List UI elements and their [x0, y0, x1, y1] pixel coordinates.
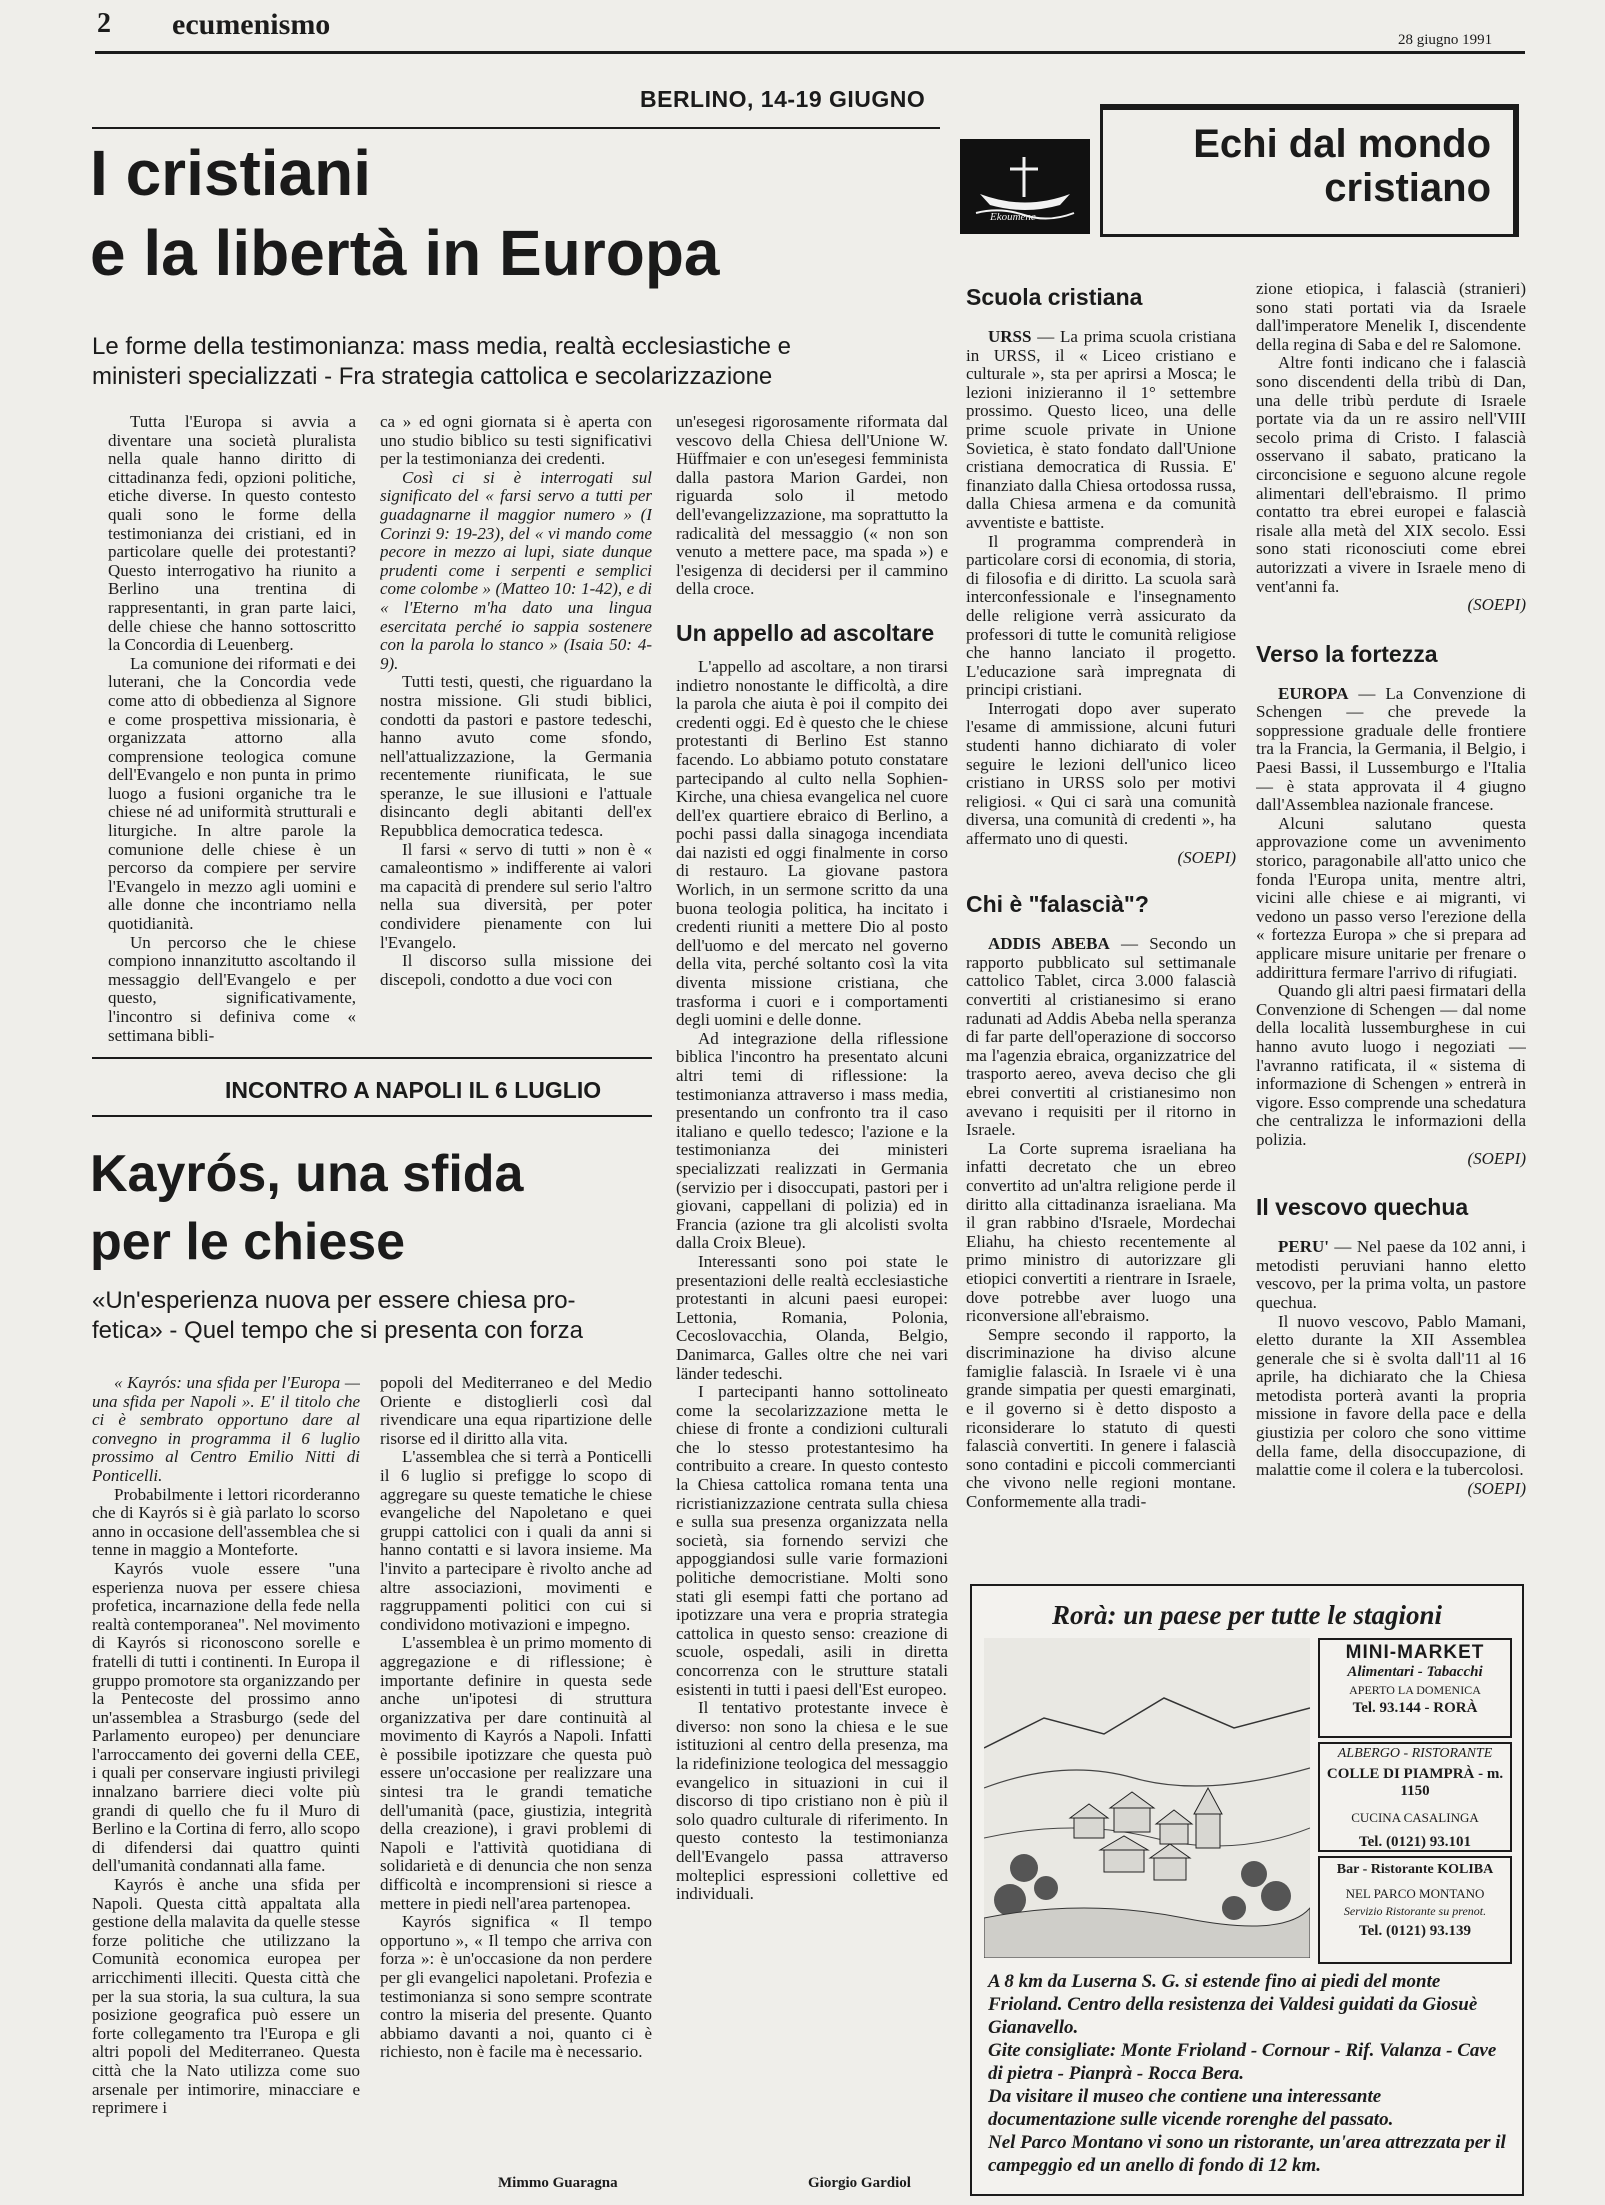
falascia-source: (SOEPI) [1467, 595, 1526, 615]
village-illustration [984, 1638, 1310, 1958]
albergo-sub: COLLE DI PIAMPRÀ - m. 1150 [1326, 1766, 1504, 1799]
article1-subtitle [92, 332, 942, 392]
echi-column-2 [1256, 280, 1526, 1560]
paragraph: popoli del Mediterraneo e del Medio Oriente e distoglierli così dal rivendicare una equa ripartizione delle risorse ed il diritto alla vita. [380, 1374, 652, 1448]
echi-title [1193, 122, 1491, 210]
paragraph: Sempre secondo il rapporto, la discriminazione ha diviso alcune famiglie falascià. In Israele vi è una grande simpatia per questi emarginati, e il governo si è detto disposto a riconsiderare lo statuto di questi falascià convertiti. In genere i falascià sono contadini e piccoli commercianti che vivono nelle regioni montane. Conformemente alla tradi- [966, 1324, 1236, 1512]
paragraph: La comunione dei riformati e dei luterani, che la Concordia vede come atto di obbedienza al Signore e come prospettiva missionaria, è organizzata attorno alla comprensione teologica comune dell'Evangelo e non punta in primo luogo a fusioni organiche tra le chiese né ad uniformità strutturali e liturgiche. In altre parole la comunione delle chiese è un percorso da compiere per servire l'Evangelo in mezzo agli uomini e alle donne che incontriamo nella quotidianità. [108, 653, 356, 934]
village-landscape-icon [984, 1638, 1310, 1958]
article2-title-line1: Kayrós, una sfida [90, 1145, 524, 1203]
paragraph: Kayrós vuole essere "una esperienza nuova per essere chiesa profetica, incarnazione della fede nella realtà contemporanea". Nel movimento di Kayrós si riconoscono sorelle e fratelli di tutti i continenti. In Europa il gruppo promotore sta organizzando per la Pentecoste del prossimo anno un'assemblea a Strasburgo (sede del Parlamento europeo) per denunciare l'arroccamento dei governi della CEE, i quali per conservare ingiusti privilegi innalzano barriere dieci volte più grandi di quello che fu il Muro di Berlino e la Cortina di ferro, allo scopo di difendersi dai quattro quinti dell'umanità condannati alla fame. [92, 1558, 360, 1876]
article1-top-rule [92, 127, 940, 129]
koliba-name: Bar - Ristorante KOLIBA [1336, 1862, 1494, 1877]
paragraph [1256, 1238, 1526, 1312]
rora-advertisement [970, 1584, 1524, 2196]
paragraph: Ad integrazione della riflessione biblica l'incontro ha presentato alcuni altri temi di riflessione: la testimonianza attraverso i mass media, presentando un confronto tra il caso italiano e quello tedesco; l'azione e la testimonianza dei ministeri specializzati realizzati in Germania (servizio per i disoccupati, pastori per i giovani, cappellani di polizia) ed in Francia (azione tra gli alcolisti svolta dalla Croix Bleue). [676, 1028, 948, 1253]
paragraph: Interrogati dopo aver superato l'esame di ammissione, alcuni futuri studenti hanno dichiarato di voler seguire le lezioni dell'unico liceo cristiano in URSS solo per motivi religiosi. « Qui ci sarà una comunità diversa, una comunità di credenti », ha affermato uno di questi. [966, 698, 1236, 849]
scuola-lead: URSS [988, 327, 1032, 346]
article2-column-1 [92, 1374, 360, 2198]
article2-column-2 [380, 1374, 652, 2164]
vescovo-lead: PERU' [1278, 1237, 1329, 1257]
article1-signature: Giorgio Gardiol [808, 2175, 911, 2191]
shop-listings [1318, 1638, 1512, 1958]
article2-dateline: INCONTRO A NAPOLI IL 6 LUGLIO [225, 1077, 602, 1103]
minimarket-box [1318, 1638, 1512, 1738]
article1-title-line1: I cristiani [90, 137, 371, 209]
albergo-name: ALBERGO - RISTORANTE [1337, 1746, 1493, 1761]
paragraph: un'esegesi rigorosamente riformata dal vescovo della Chiesa dell'Unione W. Hüffmaier e con un'esegesi femminista dalla pastora Marion Gardei, non riguarda solo il metodo dell'evangelizzazione, ma soprattutto la radicalità del messaggio (« non son venuto a mettere pace, ma spada ») e l'esigenza di decidersi per il cammino della croce. [676, 413, 948, 599]
article1-column-1 [108, 413, 356, 1045]
paragraph: « Kayrós: una sfida per l'Europa — una sfida per Napoli ». E' il titolo che ci è sembrato opportuno dare al convegno in programma il 6 luglio prossimo al Centro Emilio Nitti di Ponticelli. [92, 1374, 360, 1485]
page-number: 2 [97, 8, 111, 39]
article1-dateline: BERLINO, 14-19 GIUGNO [640, 86, 926, 112]
paragraph: Il nuovo vescovo, Pablo Mamani, eletto durante la XII Assemblea generale che si è svolta dall'11 al 16 aprile, ha dichiarato che la Chiesa metodista porterà avanti la propria missione in favore della pace e della giustizia per coloro che sono vittime della fame, della disoccupazione, di malattie come il colera e la tubercolosi. [1256, 1311, 1526, 1480]
minimarket-tel: Tel. 93.144 - RORÀ [1352, 1700, 1478, 1716]
article2-title-line2: per le chiese [90, 1213, 406, 1271]
paragraph: Quando gli altri paesi firmatari della Convenzione di Schengen — dal nome della località lussemburghese in cui hanno avuto luogo i negoziati — l'avranno ratificata, il « sistema di informazione di Schengen » entrerà in vigore. Esso comprende una schedatura che centralizza le informazioni della polizia. [1256, 981, 1526, 1149]
echi-column-1 [966, 282, 1236, 1592]
paragraph: La Corte suprema israeliana ha infatti decretato che un ebreo convertito ad un'altra religione perde il diritto alla cittadinanza israeliana. Ma il gran rabbino d'Israele, Mordechai Eliahu, ha chiesto recentemente al primo ministro di autorizzare gli etiopici convertiti a rientrare in Israele, dove potrebbe aver luogo una riconversione all'ebraismo. [966, 1138, 1236, 1326]
fortezza-text: — La Convenzione di Schengen — che prevede la soppressione graduale delle frontiere tra la Francia, la Germania, il Belgio, i Paesi Bassi, il Lussemburgo e l'Italia — è stata approvata il 4 giugno dall'Assemblea nazionale francese. [1256, 683, 1526, 815]
article2-signature: Mimmo Guaragna [498, 2175, 618, 2191]
article2-title [90, 1140, 523, 1276]
paragraph: Il discorso sulla missione dei discepoli, condotto a due voci con [380, 951, 652, 989]
paragraph: L'appello ad ascoltare, a non tirarsi indietro nonostante le difficoltà, a dire la parola che aiuta è poi il compito dei credenti oggi. Ed è questo che le chiese protestanti di Berlino Est stanno facendo. Lo abbiamo potuto constatare partecipando al culto nella Sophien-Kirche, una chiesa evangelica nel cuore dell'ex quartiere ebraico di Berlino, a pochi passi dalla sinagoga incendiata dai nazisti ed oggi finalmente in corso di restauro. La giovane pastora Worlich, in un sermone scritto da una buona teologia politica, ha incitato i credenti riuniti a mettere Dio al posto dell'uomo e del mercato nel governo della vita, perché soltanto così la vita diventa missione cristiana, che trasforma i cuori e i comportamenti degli uomini e delle donne. [676, 656, 948, 1030]
header-rule [95, 51, 1525, 54]
minimarket-name: MINI-MARKET [1345, 1642, 1485, 1663]
article2-subtitle-line2: fetica» - Quel tempo che si presenta con forza [92, 1317, 583, 1344]
echi-title-line1: Echi dal mondo [1193, 122, 1491, 166]
koliba-note: Servizio Ristorante su prenot. [1343, 1904, 1487, 1918]
article1-column-2 [380, 413, 652, 1045]
article2-subtitle-line1: «Un'esperienza nuova per essere chiesa pro- [92, 1287, 576, 1314]
falascia-text: — Secondo un rapporto pubblicato sul settimanale cattolico Tablet, circa 3.000 falascià convertiti al cristianesimo si erano radunati ad Addis Abeba nella speranza di far parte dell'operazione di soccorso ma l'agenzia ebraica, organizzatrice del trasporto aereo, aveva deciso che gli ebrei convertiti al cristianesimo non avevano i requisiti per il ritorno in Israele. [966, 934, 1236, 1140]
paragraph: Così ci si è interrogati sul significato del « farsi servo a tutti per guadagnarne il maggior numero » (I Corinzi 9: 19-23), del « vi mando come pecore in mezzo ai lupi, siate dunque prudenti come i serpenti e semplici come colombe » (Matteo 10: 1-42), e di « l'Eterno m'ha dato una lingua esercitata perché io sappia sostenere con la parola lo stanco » (Isaia 50: 4-9). [380, 467, 652, 673]
logo-caption: Ekoumene [990, 211, 1036, 223]
paragraph: Il tentativo protestante invece è diverso: non sono la chiesa e le sue istituzioni al centro della presenza, ma la ridefinizione teologica del messaggio evangelico in situazioni in cui il discorso di tipo cristiano non è più il solo quadro culturale di riferimento. In questo contesto la testimonianza dell'Evangelo passa attraverso molteplici espressioni collettive ed individuali. [676, 1698, 948, 1904]
scuola-title: Scuola cristiana [966, 284, 1143, 310]
article2-top-rule [92, 1057, 652, 1059]
article1-subhead: Un appello ad ascoltare [676, 619, 935, 646]
article1-title-line2: e la libertà in Europa [90, 217, 720, 289]
ad-text-4: Nel Parco Montano vi sono un ristorante, un'area attrezzata per il campeggio ed un anello di fondo di 12 km. [988, 2132, 1506, 2176]
koliba-sub: NEL PARCO MONTANO [1345, 1886, 1485, 1901]
paragraph: Altre fonti indicano che i falascià sono discendenti della tribù di Dan, una delle tribù perdute di Israele portate via da un re assiro nell'VIII secolo prima di Cristo. I falascià osservano il sabato, praticano la circoncisione e seguono alcune regole alimentari dell'ebraismo. Il primo contatto tra ebrei europei e falascià risale alla metà del XIX secolo. Essi sono stati riconosciuti come ebrei autorizzati a vivere in Israele meno di vent'anni fa. [1256, 353, 1526, 596]
article1-subtitle-line1: Le forme della testimonianza: mass media, realtà ecclesiastiche e [92, 333, 791, 360]
vescovo-text: — Nel paese da 102 anni, i metodisti peruviani hanno eletto vescovo, per la prima volta, un pastore quechua. [1256, 1237, 1526, 1312]
ad-text-2: Gite consigliate: Monte Frioland - Cornour - Rif. Valanza - Cave di pietra - Pianprà - Rocca Bera. [988, 2040, 1497, 2084]
echi-header [960, 104, 1517, 234]
falascia-title: Chi è "falascià"? [966, 891, 1149, 918]
paragraph: Tutta l'Europa si avvia a diventare una società pluralista nella quale hanno diritto di cittadinanza fedi, opzioni politiche, etiche diverse. In questo contesto quali sono le forme della testimonianza dei cristiani, ed in particolare quelle dei protestanti? Questo interrogativo ha riunito a Berlino una trentina di rappresentanti, in gran parte laici, delle chiese che hanno sottoscritto la Concordia di Leuenberg. [108, 413, 356, 655]
section-title: ecumenismo [172, 8, 331, 41]
paragraph: Interessanti sono poi state le presentazioni delle realtà ecclesiastiche protestanti in alcuni paesi europei: Lettonia, Romania, Polonia, Cecoslovacchia, Olanda, Belgio, Danimarca, Galles oltre che nei vari länder tedeschi. [676, 1251, 948, 1383]
minimarket-note: APERTO LA DOMENICA [1349, 1683, 1481, 1697]
paragraph: Un percorso che le chiese compiono innanzitutto ascoltando il messaggio dell'Evangelo e per questo, significativamente, l'incontro si definiva come « settimana bibli- [108, 932, 356, 1045]
paragraph [966, 328, 1236, 533]
paragraph: L'assemblea è un primo momento di aggregazione e di riflessione; è importante definire in questa sede anche un'ipotesi di struttura organizzativa per dare continuità al movimento di Kayrós a Napoli. Infatti è possibile ipotizzare che questa può essere un'occasione per realizzare una sintesi tra le grandi tematiche dell'umanità (pace, giustizia, integrità della creazione), i gravi problemi di Napoli e l'attività quotidiana di solidarietà e di denuncia che non senza difficoltà e incomprensioni si riesce a mettere in piedi nell'area partenopea. [380, 1633, 652, 1913]
paragraph: zione etiopica, i falascià (stranieri) sono stati portati via da Israele dall'imperatore Menelik I, discendente della regina di Saba e del re Salomone. [1256, 280, 1526, 354]
ad-description [988, 1970, 1508, 2177]
article1-subtitle-line2: ministeri specializzati - Fra strategia cattolica e secolarizzazione [92, 363, 773, 390]
paragraph: Il programma comprenderà in particolare corsi di economia, di storia, di filosofia e di diritto. La scuola sarà interconfessionale e l'insegnamento delle religione verrà assicurato da professori di tutte le comunità religiose che hanno lanciato il progetto. L'educazione sarà impregnata di principi cristiani. [966, 531, 1236, 700]
falascia-lead: ADDIS ABEBA [988, 934, 1110, 954]
paragraph: Probabilmente i lettori ricorderanno che di Kayrós si è già parlato lo scorso anno in occasione dell'assemblea che si tenne in maggio a Monteforte. [92, 1484, 360, 1560]
koliba-box [1318, 1856, 1512, 1964]
fortezza-source: (SOEPI) [1467, 1148, 1526, 1168]
fortezza-title: Verso la fortezza [1256, 640, 1438, 667]
paragraph: ca » ed ogni giornata si è aperta con uno studio biblico su testi significativi per la testimonianza dei credenti. [380, 413, 652, 469]
vescovo-title: Il vescovo quechua [1256, 1194, 1469, 1221]
ekoumene-logo [960, 139, 1090, 234]
paragraph: Kayrós significa « Il tempo opportuno », « Il tempo che arriva con forza »: è un'occasione da non perdere per gli evangelici napoletani. Profezia e testimonianza si sono sempre scontrate contro la miseria del presente. Quanto abbiamo davanti a noi, quanto ci è richiesto, non è facile ma è necessario. [380, 1912, 652, 2062]
paragraph: Tutti testi, questi, che riguardano la nostra missione. Gli studi biblici, condotti da pastori e pastore tedeschi, hanno avuto come sfondo, nell'attualizzazione, la Germania recentemente riunificata, le sue speranze, le sue illusioni e l'attuale disincanto degli abitanti dell'ex Repubblica democratica tedesca. [380, 672, 652, 841]
article1-title [90, 137, 720, 289]
article2-subtitle [92, 1286, 662, 1346]
fortezza-lead: EUROPA [1278, 683, 1349, 703]
scuola-source: (SOEPI) [1177, 847, 1236, 867]
article2-dateline-rule [92, 1115, 652, 1117]
paragraph: I partecipanti hanno sottolineato come la secolarizzazione metta le chiese di fronte a condizioni culturali che lo stesso protestantesimo ha contribuito a creare. In questo contesto la Chiesa cattolica romana tenta una ricristianizzazione centrata sulla chiesa e sulla sua presenza organizzata nella società, sia fornendo servizi che appoggiandosi sulle varie formazioni politiche democristiane. Molti sono stati gli esempi fatti che portano ad ipotizzare una vera e propria strategia cattolica in questo senso: creazione di scuole, ospedali, asili in diretta concorrenza con le strutture statali esistenti in tutti i paesi dell'Est europeo. [676, 1382, 948, 1699]
albergo-note: CUCINA CASALINGA [1351, 1810, 1479, 1825]
ad-headline: Rorà: un paese per tutte le stagioni [1051, 1600, 1443, 1630]
echi-title-box [1100, 104, 1519, 237]
vescovo-source: (SOEPI) [1467, 1478, 1526, 1498]
echi-title-line2: cristiano [1324, 166, 1491, 210]
koliba-tel: Tel. (0121) 93.139 [1359, 1923, 1471, 1939]
scuola-text: — La prima scuola cristiana in URSS, il « Liceo cristiano e culturale », sta per aprirsi a Mosca; le lezioni inizieranno il 1° settembre prossimo. Questo liceo, una delle prime scuole private in Unione Sovietica, è stato fondato dall'Unione cristiana democratica di Russia. E' finanziato dalla Chiesa ortodossa russa, dalla Chiesa armena e da comunità avventiste e battiste. [966, 327, 1236, 532]
ad-text-3: Da visitare il museo che contiene una interessante documentazione sulle vicende rorenghe del passato. [988, 2086, 1394, 2130]
article1-column-3 [676, 413, 948, 2171]
paragraph: Kayrós è anche una sfida per Napoli. Questa città appaltata alla gestione della malavita da quelle stesse forze politiche che utilizzano la Comunità economica europea per arricchimenti illeciti. Questa città che per la sua storia, la sua cultura, la sua posizione geografica può essere un forte collegamento tra l'Europa e gli altri popoli del Mediterraneo. Questa città che la Nato utilizza come suo arsenale per intimorire, minacciare e reprimere i [92, 1875, 360, 2118]
paragraph: Il farsi « servo di tutti » non è « camaleontismo » indifferente ai valori ma capacità di prendere sul serio l'altro nella sua diversità, per poter condividere pienamente con lui l'Evangelo. [380, 839, 652, 952]
albergo-box [1318, 1742, 1512, 1852]
albergo-tel: Tel. (0121) 93.101 [1359, 1834, 1471, 1850]
paragraph: L'assemblea che si terrà a Ponticelli il 6 luglio si prefigge lo scopo di aggregare su queste tematiche le chiese evangeliche del Napoletano e quei gruppi cattolici con i quali da anni si hanno contatti e si lavora insieme. Ma l'invito a partecipare è rivolto anche ad altre associazioni, movimenti e raggruppamenti politici con cui si condividono motivazioni e impegno. [380, 1447, 652, 1634]
paragraph: Alcuni salutano questa approvazione come un avvenimento storico, paragonabile all'atto unico che fonda l'Europa unita, mentre altri, vicini alle chiese e ai migranti, vi vedono un passo verso l'erezione della « fortezza Europa » che si prepara ad applicare misure unitarie per frenare o addirittura fermare l'arrivo di rifugiati. [1256, 813, 1526, 982]
issue-date: 28 giugno 1991 [1398, 32, 1493, 48]
paragraph [966, 935, 1236, 1140]
ad-text-1: A 8 km da Luserna S. G. si estende fino ai piedi del monte Frioland. Centro della resistenza dei Valdesi guidati da Giosuè Gianavello. [988, 1971, 1478, 2038]
paragraph [1256, 685, 1526, 815]
minimarket-sub: Alimentari - Tabacchi [1347, 1664, 1483, 1680]
